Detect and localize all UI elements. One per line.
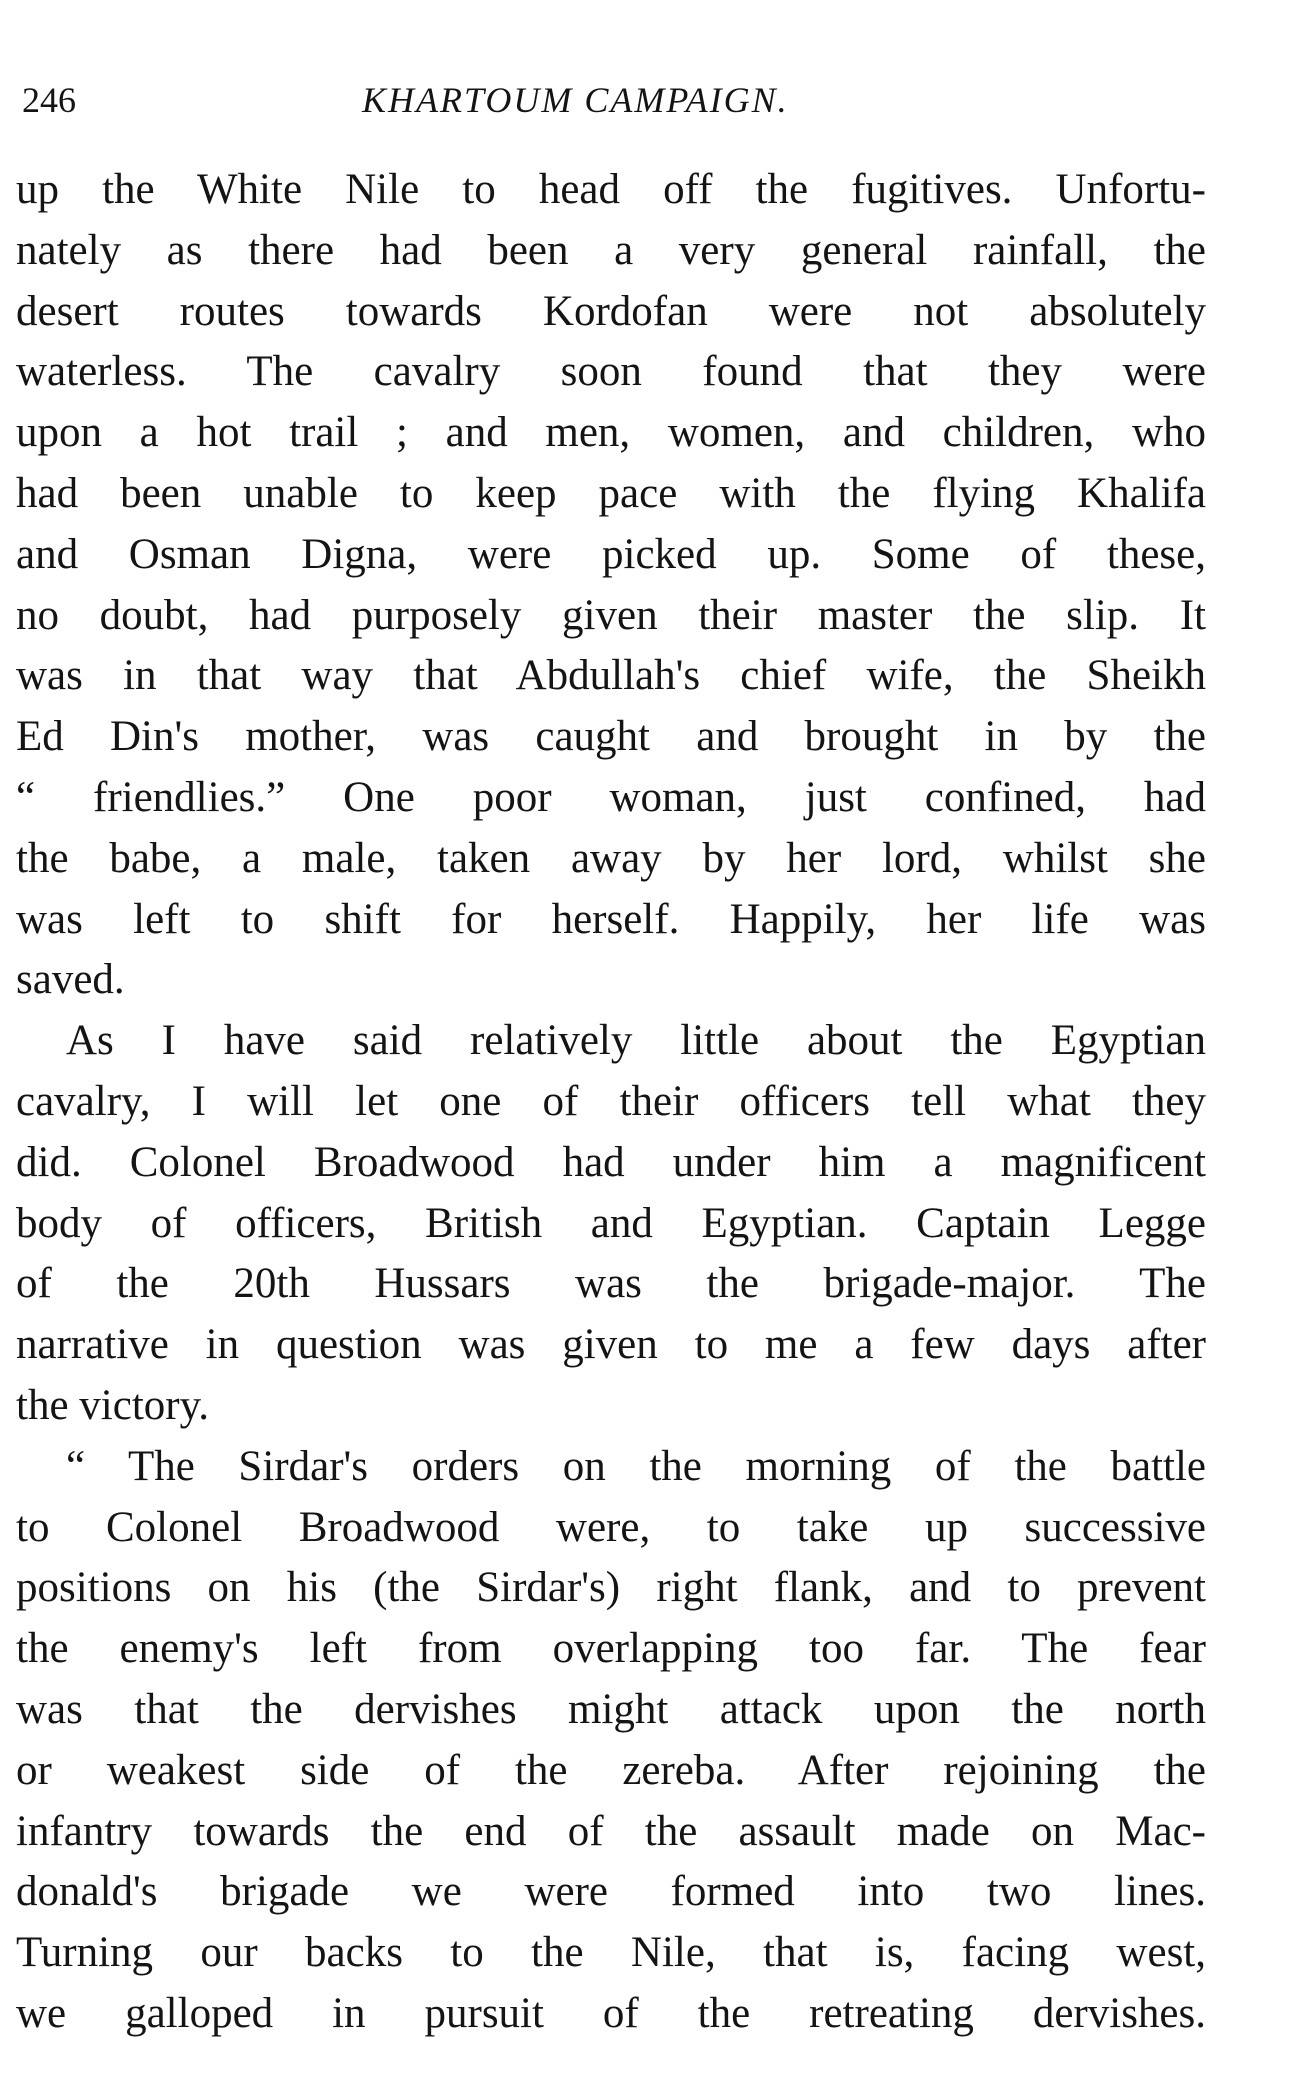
text-line: Ed Din's mother, was caught and brought in by the	[16, 713, 1206, 761]
text-line: the babe, a male, taken away by her lord, whilst she	[16, 834, 1206, 882]
body-text	[16, 160, 1206, 2045]
running-head	[22, 78, 1202, 122]
page-number: 246	[22, 80, 76, 120]
text-line: or weakest side of the zereba. After rejoining the	[16, 1746, 1206, 1794]
text-line: was that the dervishes might attack upon the north	[16, 1685, 1206, 1733]
text-line: the enemy's left from overlapping too far. The fear	[16, 1625, 1206, 1673]
text-line: to Colonel Broadwood were, to take up successive	[16, 1503, 1206, 1551]
text-line: “ friendlies.” One poor woman, just confined, had	[16, 773, 1206, 821]
text-line: of the 20th Hussars was the brigade-major. The	[16, 1260, 1206, 1308]
text-line: cavalry, I will let one of their officers tell what they	[16, 1077, 1206, 1125]
text-line: had been unable to keep pace with the flying Khalifa	[16, 469, 1206, 517]
text-line: was in that way that Abdullah's chief wife, the Sheikh	[16, 652, 1206, 700]
text-line: desert routes towards Kordofan were not absolutely	[16, 287, 1206, 335]
text-line: saved.	[16, 956, 125, 1004]
text-line: donald's brigade we were formed into two lines.	[16, 1868, 1206, 1916]
text-line: body of officers, British and Egyptian. Captain Legge	[16, 1199, 1206, 1247]
text-line: up the White Nile to head off the fugitives. Unfortu-	[16, 166, 1206, 213]
text-line: did. Colonel Broadwood had under him a magnificent	[16, 1138, 1206, 1186]
text-line: “ The Sirdar's orders on the morning of the battle	[66, 1442, 1206, 1490]
page-header-title: KHARTOUM CAMPAIGN.	[362, 80, 789, 120]
text-line: and Osman Digna, were picked up. Some of these,	[16, 530, 1206, 578]
text-line: Turning our backs to the Nile, that is, facing west,	[16, 1929, 1206, 1977]
text-line: was left to shift for herself. Happily, her life was	[16, 895, 1206, 943]
text-line: upon a hot trail ; and men, women, and children, who	[16, 409, 1206, 457]
text-line: the victory.	[16, 1381, 210, 1429]
text-line: narrative in question was given to me a few days after	[16, 1321, 1206, 1369]
text-line: infantry towards the end of the assault made on Mac-	[16, 1807, 1206, 1855]
text-line: waterless. The cavalry soon found that they were	[16, 348, 1206, 396]
text-line: no doubt, had purposely given their master the slip. It	[16, 591, 1206, 639]
text-line: positions on his (the Sirdar's) right flank, and to prevent	[16, 1564, 1206, 1612]
text-line: As I have said relatively little about the Egyptian	[66, 1017, 1206, 1065]
text-line: we galloped in pursuit of the retreating dervishes.	[16, 1989, 1206, 2037]
text-line: nately as there had been a very general rainfall, the	[16, 226, 1206, 274]
